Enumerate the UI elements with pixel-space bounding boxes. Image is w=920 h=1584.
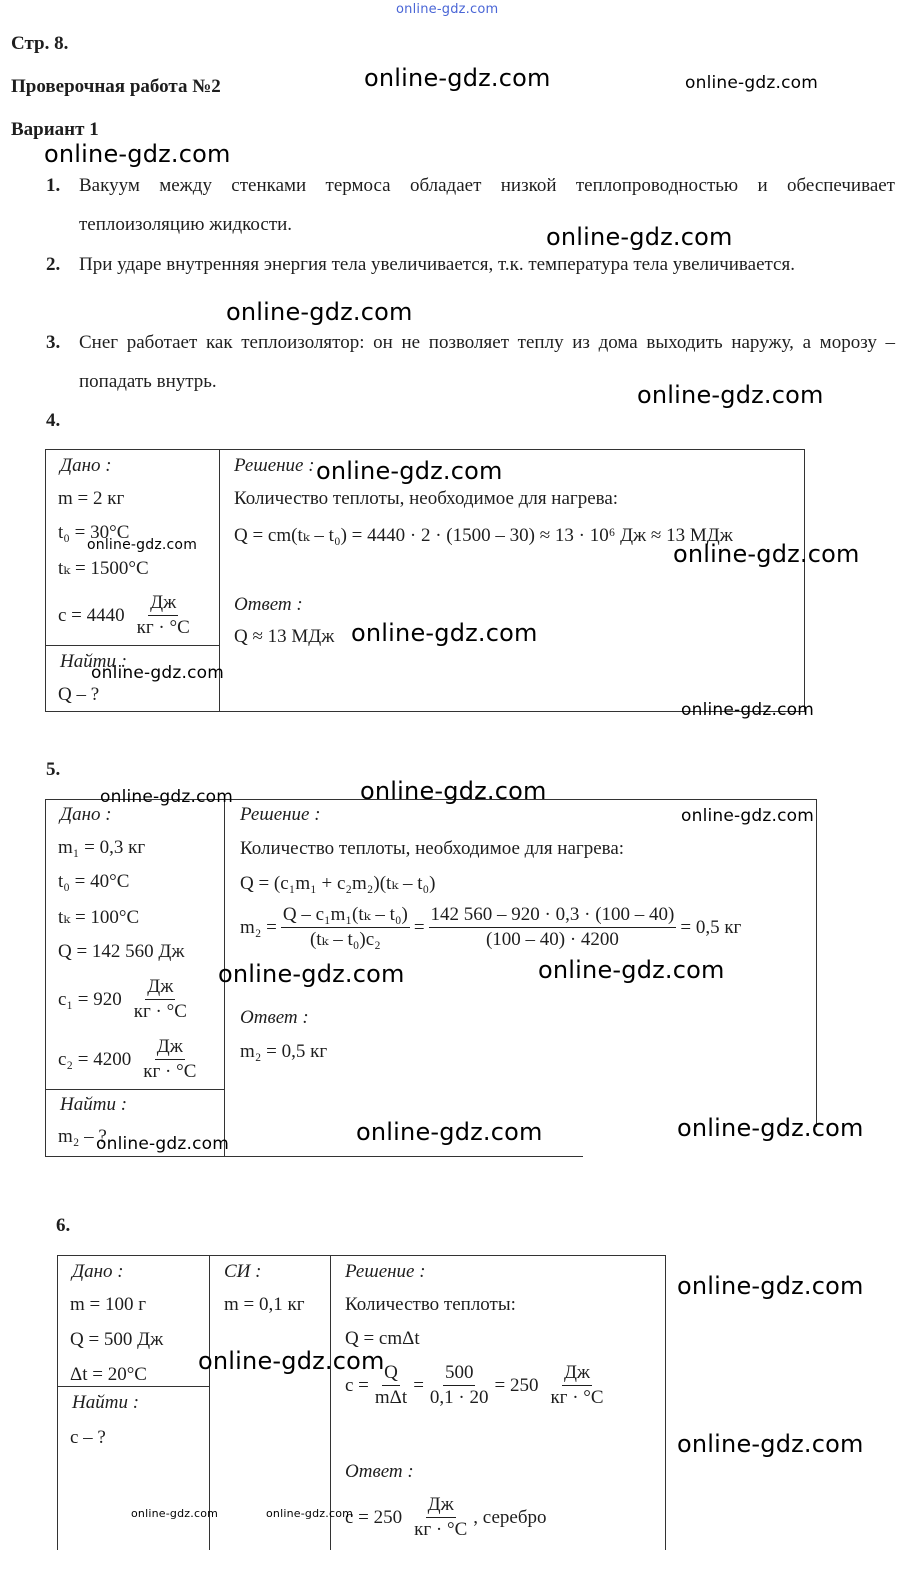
watermark: online-gdz.com [356,1118,543,1146]
problem-6-given-label: Дано : [72,1261,124,1282]
watermark: online-gdz.com [87,537,198,553]
problem-5-find-label: Найти : [60,1094,128,1115]
work-title: Проверочная работа №2 [11,76,221,97]
problem-4-find-label: Найти : [60,651,128,672]
variant-title: Вариант 1 [11,119,99,140]
problem-6-si: m = 0,1 кг [224,1294,305,1315]
problem-5-answer-label: Ответ : [240,1007,309,1028]
watermark: online-gdz.com [677,1430,864,1458]
watermark: online-gdz.com [226,298,413,326]
unit-numerator: Дж [145,976,175,1000]
problem-5-solution-label: Решение : [240,804,321,825]
problem-5-given-tk: tₖ = 100°C [58,907,140,928]
answer-3-text: Снег работает как теплоизолятор: он не позволяет теплу из дома выходить наружу, а морозу – попадать внутрь. [79,332,895,392]
problem-6-given-q: Q = 500 Дж [70,1329,164,1350]
answer-3-number: 3. [46,332,61,353]
watermark: online-gdz.com [677,1272,864,1300]
watermark: online-gdz.com [266,1507,354,1520]
answer-2-text: При ударе внутренняя энергия тела увеличивается, т.к. температура тела увеличивается. [79,254,795,275]
watermark: online-gdz.com [131,1507,219,1520]
problem-4-given-c: c = 4440 $\frac{Дж}{кг \cdot ^\circ C}$ [58,592,190,638]
problem-6-find: c – ? [70,1427,106,1448]
watermark: online-gdz.com [685,73,819,93]
problem-6-solution-intro: Количество теплоты: [345,1294,516,1315]
problem-5-given-c2: c₂ = 4200 $\frac{Дж}{кг \cdot ^\circ C}$ [58,1036,197,1082]
problem-6-solution-label: Решение : [345,1261,426,1282]
problem-5-given-m1: m₁ = 0,3 кг [58,837,146,858]
problem-5-solution-intro: Количество теплоты, необходимое для нагрева: [240,838,625,859]
problem-4-solution-label: Решение : [234,455,315,476]
watermark: online-gdz.com [351,619,538,647]
watermark: online-gdz.com [100,787,234,807]
problem-5-find: m₂ – ? [58,1126,107,1147]
unit-numerator: Дж [155,1036,185,1060]
watermark: online-gdz.com [637,381,824,409]
watermark: online-gdz.com [44,140,231,168]
unit-denominator: кг · °C [133,1001,187,1022]
problem-4-given-mass: m = 2 кг [58,488,125,509]
problem-5-given-q: Q = 142 560 Дж [58,941,185,962]
problem-5-formula-1: Q = (c₁m₁ + c₂m₂)(tₖ – t₀) [240,873,436,894]
problem-4-answer: Q ≈ 13 МДж [234,626,335,647]
watermark: online-gdz.com [673,540,860,568]
watermark-top: online-gdz.com [396,2,499,17]
problem-5-given-c1: c₁ = 920 $\frac{Дж}{кг \cdot ^\circ C}$ [58,976,187,1022]
problem-5-number: 5. [46,759,61,780]
problem-5-answer: m₂ = 0,5 кг [240,1041,328,1062]
problem-4-answer-label: Ответ : [234,594,303,615]
problem-4-given-t0: t₀ = 30°C [58,522,130,543]
answer-1-text: Вакуум между стенками термоса обладает низкой теплопроводностью и обеспечивает теплоизоляцию жидкости. [79,175,895,235]
unit-denominator: кг · °C [143,1061,197,1082]
unit-denominator: кг · °C [136,617,190,638]
problem-6-answer-label: Ответ : [345,1461,414,1482]
problem-4-solution-intro: Количество теплоты, необходимое для нагрева: [234,488,619,509]
problem-6-given-m: m = 100 г [70,1294,147,1315]
watermark: online-gdz.com [198,1347,385,1375]
watermark: online-gdz.com [546,223,733,251]
watermark: online-gdz.com [218,960,405,988]
problem-5-given-label: Дано : [60,804,112,825]
watermark: online-gdz.com [96,1134,230,1154]
unit-numerator: Дж [148,592,178,616]
problem-6-number: 6. [56,1215,71,1236]
problem-4-find: Q – ? [58,684,100,705]
watermark: online-gdz.com [681,700,815,720]
problem-4-number: 4. [46,410,61,431]
answer-2-number: 2. [46,254,61,275]
problem-4-formula: Q = cm(tₖ – t₀) = 4440 · 2 · (1500 – 30) ≈ 13 · 10⁶ Дж ≈ 13 МДж [234,525,733,546]
problem-5-formula-2: m₂ = $\frac{\text{Q – c₁m₁(tₖ – t₀)}}{\text{(tₖ – t₀)c₂}}$ = $\frac{142 560 - 920 \cdot 0,3 \cdot (100 - 40)}{(100 - 40) \cdot 4200}$ = 0,5 кг [240,904,742,950]
problem-4-given-label: Дано : [60,455,112,476]
problem-6-formula-2: c = $\frac{Q}{\text{mΔt}}$ = $\frac{500}{0,1 \cdot 20}$ = 250 $\frac{Дж}{кг \cdot ^\circ C}$ [345,1362,604,1408]
problem-6-formula-1: Q = cmΔt [345,1328,420,1349]
watermark: online-gdz.com [538,956,725,984]
watermark: online-gdz.com [364,64,551,92]
problem-6-find-label: Найти : [72,1392,140,1413]
watermark: online-gdz.com [316,457,503,485]
answer-1-number: 1. [46,175,61,196]
problem-6-si-label: СИ : [224,1261,262,1282]
watermark: online-gdz.com [360,777,547,805]
page-number: Стр. 8. [11,33,69,54]
watermark: online-gdz.com [681,806,815,826]
watermark: online-gdz.com [91,663,225,683]
watermark: online-gdz.com [677,1114,864,1142]
problem-6-given-dt: Δt = 20°C [70,1364,147,1385]
problem-6-answer: c = 250 $\frac{Дж}{кг \cdot ^\circ C}$ , серебро [345,1494,547,1540]
problem-5-given-t0: t₀ = 40°C [58,871,130,892]
problem-4-given-tk: tₖ = 1500°C [58,558,149,579]
